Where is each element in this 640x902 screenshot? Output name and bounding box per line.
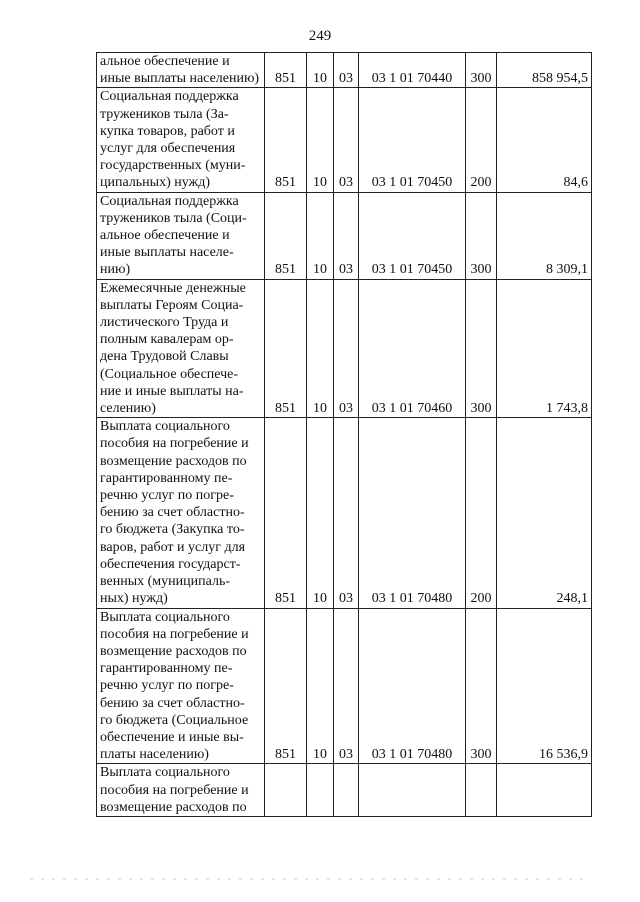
description-line: Выплата социального (100, 419, 230, 435)
description-line: тружеников тыла (За- (100, 106, 229, 122)
description-line: го бюджета (Закупка то- (100, 522, 245, 538)
section-code-cell: 10 (307, 279, 334, 418)
description-cell (97, 53, 265, 88)
section-code-cell (307, 764, 334, 817)
scan-artifact-line (30, 878, 590, 880)
description-line: возмещение расходов по (100, 799, 247, 815)
subsection-code-cell: 03 (334, 279, 359, 418)
amount-cell: 248,1 (497, 418, 592, 608)
description-line: Социальная поддержка (100, 193, 239, 209)
description-line: полным кавалерам ор- (100, 332, 234, 348)
description-cell (97, 192, 265, 279)
ministry-code-cell: 851 (265, 192, 307, 279)
description-line: гарантированному пе- (100, 661, 233, 677)
description-line: Социальная поддержка (100, 89, 239, 105)
target-article-cell: 03 1 01 70450 (359, 192, 466, 279)
description-line: обеспечения государст- (100, 556, 241, 572)
target-article-cell (359, 764, 466, 817)
description-line: селению) (100, 401, 156, 417)
expense-type-cell (466, 764, 497, 817)
table-body (97, 53, 592, 817)
description-line: альное обеспечение и (100, 54, 230, 69)
description-line: платы населению) (100, 747, 209, 763)
description-cell (97, 608, 265, 764)
description-line: гарантированному пе- (100, 470, 233, 486)
target-article-cell: 03 1 01 70440 (359, 53, 466, 88)
description-cell (97, 764, 265, 817)
amount-cell (497, 764, 592, 817)
description-line: ципальных) нужд) (100, 175, 211, 191)
expense-type-cell: 300 (466, 279, 497, 418)
target-article-cell: 03 1 01 70480 (359, 418, 466, 608)
amount-cell: 84,6 (497, 88, 592, 192)
amount-cell: 16 536,9 (497, 608, 592, 764)
description-line: пособия на погребение и (100, 782, 249, 798)
expense-type-cell: 300 (466, 192, 497, 279)
description-line: выплаты Героям Социа- (100, 297, 244, 313)
table-row (97, 88, 592, 192)
table-row (97, 418, 592, 608)
description-line: иные выплаты населе- (100, 245, 234, 261)
table-row (97, 53, 592, 88)
ministry-code-cell: 851 (265, 88, 307, 192)
subsection-code-cell: 03 (334, 53, 359, 88)
description-line: бению за счет областно- (100, 505, 245, 521)
table-row (97, 279, 592, 418)
description-line: речню услуг по погре- (100, 488, 234, 504)
target-article-cell: 03 1 01 70480 (359, 608, 466, 764)
description-line: альное обеспечение и (100, 228, 230, 244)
section-code-cell: 10 (307, 608, 334, 764)
description-cell (97, 418, 265, 608)
table-row (97, 192, 592, 279)
section-code-cell: 10 (307, 88, 334, 192)
budget-table (96, 52, 592, 817)
target-article-cell: 03 1 01 70460 (359, 279, 466, 418)
description-line: листического Труда и (100, 315, 229, 331)
expense-type-cell: 300 (466, 608, 497, 764)
table-row (97, 608, 592, 764)
description-line: Ежемесячные денежные (100, 280, 246, 296)
table-row (97, 764, 592, 817)
subsection-code-cell: 03 (334, 418, 359, 608)
subsection-code-cell: 03 (334, 88, 359, 192)
ministry-code-cell: 851 (265, 418, 307, 608)
description-line: дена Трудовой Славы (100, 349, 229, 365)
description-line: (Социальное обеспече- (100, 366, 239, 382)
description-line: Выплата социального (100, 765, 230, 781)
description-line: нию) (100, 262, 131, 278)
description-line: иные выплаты населению) (100, 71, 260, 87)
ministry-code-cell (265, 764, 307, 817)
amount-cell: 8 309,1 (497, 192, 592, 279)
section-code-cell: 10 (307, 192, 334, 279)
expense-type-cell: 200 (466, 418, 497, 608)
section-code-cell: 10 (307, 53, 334, 88)
description-cell (97, 88, 265, 192)
description-line: речню услуг по погре- (100, 678, 234, 694)
subsection-code-cell: 03 (334, 608, 359, 764)
description-line: пособия на погребение и (100, 626, 249, 642)
description-line: пособия на погребение и (100, 436, 249, 452)
description-line: обеспечение и иные вы- (100, 729, 244, 745)
description-line: возмещение расходов по (100, 453, 247, 469)
ministry-code-cell: 851 (265, 53, 307, 88)
section-code-cell: 10 (307, 418, 334, 608)
description-line: го бюджета (Социальное (100, 712, 249, 728)
description-line: Выплата социального (100, 609, 230, 625)
subsection-code-cell (334, 764, 359, 817)
description-line: услуг для обеспечения (100, 141, 236, 157)
description-line: возмещение расходов по (100, 643, 247, 659)
page-number: 249 (308, 28, 332, 44)
description-line: ние и иные выплаты на- (100, 383, 244, 399)
description-line: бению за счет областно- (100, 695, 245, 711)
description-line: купка товаров, работ и (100, 123, 235, 139)
ministry-code-cell: 851 (265, 608, 307, 764)
amount-cell: 858 954,5 (497, 53, 592, 88)
subsection-code-cell: 03 (334, 192, 359, 279)
amount-cell: 1 743,8 (497, 279, 592, 418)
target-article-cell: 03 1 01 70450 (359, 88, 466, 192)
ministry-code-cell: 851 (265, 279, 307, 418)
description-line: тружеников тыла (Соци- (100, 210, 247, 226)
description-line: варов, работ и услуг для (100, 539, 246, 555)
expense-type-cell: 300 (466, 53, 497, 88)
description-cell (97, 279, 265, 418)
description-line: государственных (муни- (100, 158, 246, 174)
description-line: венных (муниципаль- (100, 574, 230, 590)
expense-type-cell: 200 (466, 88, 497, 192)
description-line: ных) нужд) (100, 591, 168, 607)
